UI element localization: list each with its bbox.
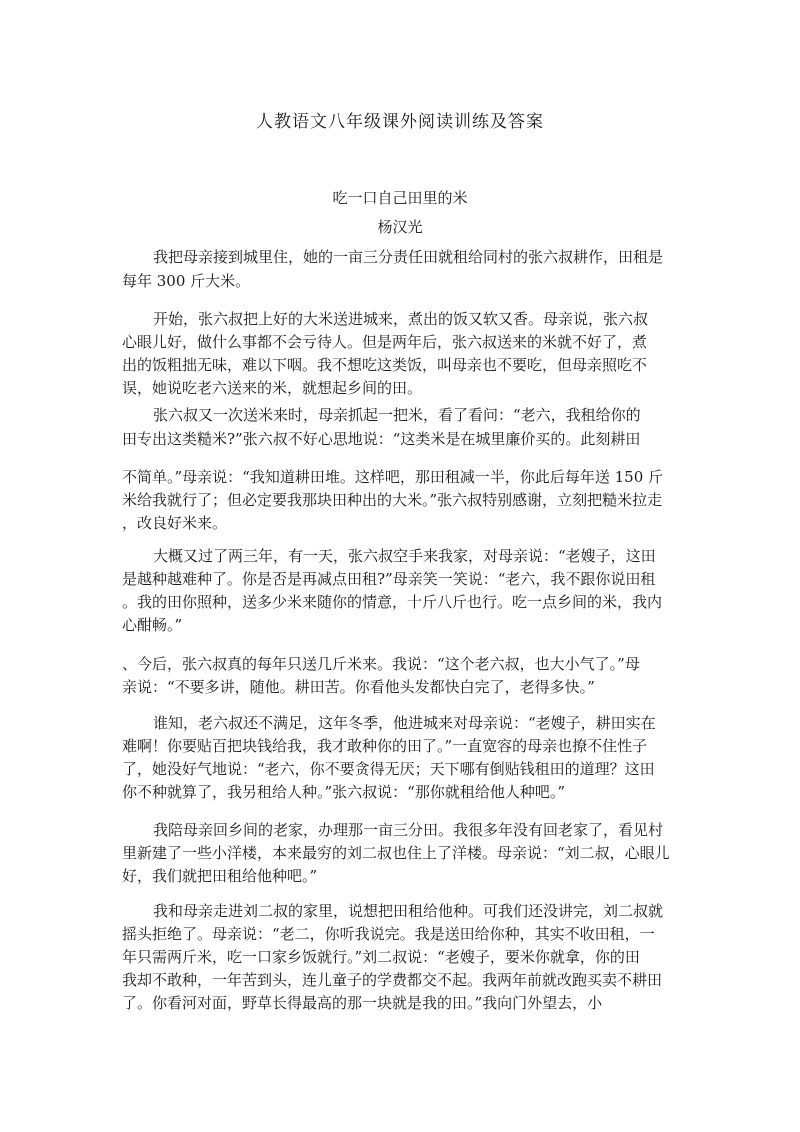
text-line: 米给我就行了；但必定要我那块田种出的大米。”张六叔特别感谢，立刻把糙米拉走 [122, 491, 663, 509]
article-author: 杨汉光 [377, 218, 423, 236]
text-line: 误，她说吃老六送来的米，就想起乡间的田。 [122, 379, 423, 397]
text-line: 难啊！你要贴百把块钱给我，我才敢种你的田了。”一直宽容的母亲也撩不住性子 [122, 737, 648, 755]
text-line: 亲说：“不要多讲，随他。耕田苦。你看他头发都快白完了，老得多快。” [122, 678, 595, 696]
text-line: 我陪母亲回乡间的老家，办理那一亩三分田。我很多年没有回老家了，看见村 [153, 821, 664, 839]
document-title: 人教语文八年级课外阅读训练及答案 [256, 112, 544, 132]
text-line: 了。你看河对面，野草长得最高的那一块就是我的田。”我向门外望去，小 [122, 994, 603, 1012]
text-line: 心眼儿好，做什么事都不会亏待人。但是两年后，张六叔送来的米就不好了，煮 [122, 333, 648, 351]
text-line: 开始，张六叔把上好的大米送进城来，煮出的饭又软又香。母亲说，张六叔 [153, 310, 649, 328]
text-line: 好，我们就把田租给他种吧。” [122, 867, 318, 885]
text-line: 了，她没好气地说：“老六，你不要贪得无厌；天下哪有倒贴钱租田的道理？这田 [122, 760, 655, 778]
text-line: 大概又过了两三年，有一天，张六叔空手来我家，对母亲说：“老嫂子，这田 [153, 547, 656, 565]
text-line: 摇头拒绝了。母亲说：“老二，你听我说完。我是送田给你种，其实不收田租，一 [122, 925, 655, 943]
text-line: 年只需两斤米，吃一口家乡饭就行。”刘二叔说：“老嫂子，要米你就拿，你的田 [122, 948, 640, 966]
text-line: 张六叔又一次送米来时，母亲抓起一把米，看了看问：“老六，我租给你的 [153, 406, 641, 424]
text-line: 出的饭粗拙无味，难以下咽。我不想吃这类饭，叫母亲也不要吃，但母亲照吃不 [122, 356, 648, 374]
article-title: 吃一口自己田里的米 [332, 189, 468, 207]
text-line: 里新建了一些小洋楼，本来最穷的刘二叔也住上了洋楼。母亲说：“刘二叔，心眼儿 [122, 844, 670, 862]
text-line: 我却不敢种，一年苦到头，连儿童子的学费都交不起。我两年前就改跑买卖不耕田 [122, 971, 663, 989]
text-line: 不简单。”母亲说：“我知道耕田堆。这样吧，那田租减一半，你此后每年送 150 斤 [122, 468, 664, 486]
text-line: 谁知，老六叔还不满足，这年冬季，他进城来对母亲说：“老嫂子，耕田实在 [153, 714, 656, 732]
text-line: 心酣畅。” [122, 616, 183, 634]
text-line: ，改良好米来。 [122, 514, 228, 532]
text-line: 每年 300 斤大米。 [122, 272, 251, 290]
text-line: 我把母亲接到城里住，她的一亩三分责任田就租给同村的张六叔耕作，田租是 [153, 248, 664, 266]
text-line: 你不种就算了，我另租给人种。”张六叔说：“那你就租给他人种吧。” [122, 783, 566, 801]
text-line: 田专出这类糙米?”张六叔不好心思地说：“这类米是在城里廉价买的。此刻耕田 [122, 430, 641, 448]
text-line: 是越种越难种了。你是否是再减点田租?”母亲笑一笑说：“老六，我不跟你说田租 [122, 570, 656, 588]
text-line: 、今后，张六叔真的每年只送几斤米来。我说：“这个老六叔，也大小气了。”母 [122, 655, 640, 673]
text-line: 我和母亲走进刘二叔的家里，说想把田租给他种。可我们还没讲完，刘二叔就 [153, 902, 664, 920]
text-line: 。我的田你照种，送多少米来随你的情意，十斤八斤也行。吃一点乡间的米，我内 [122, 593, 663, 611]
